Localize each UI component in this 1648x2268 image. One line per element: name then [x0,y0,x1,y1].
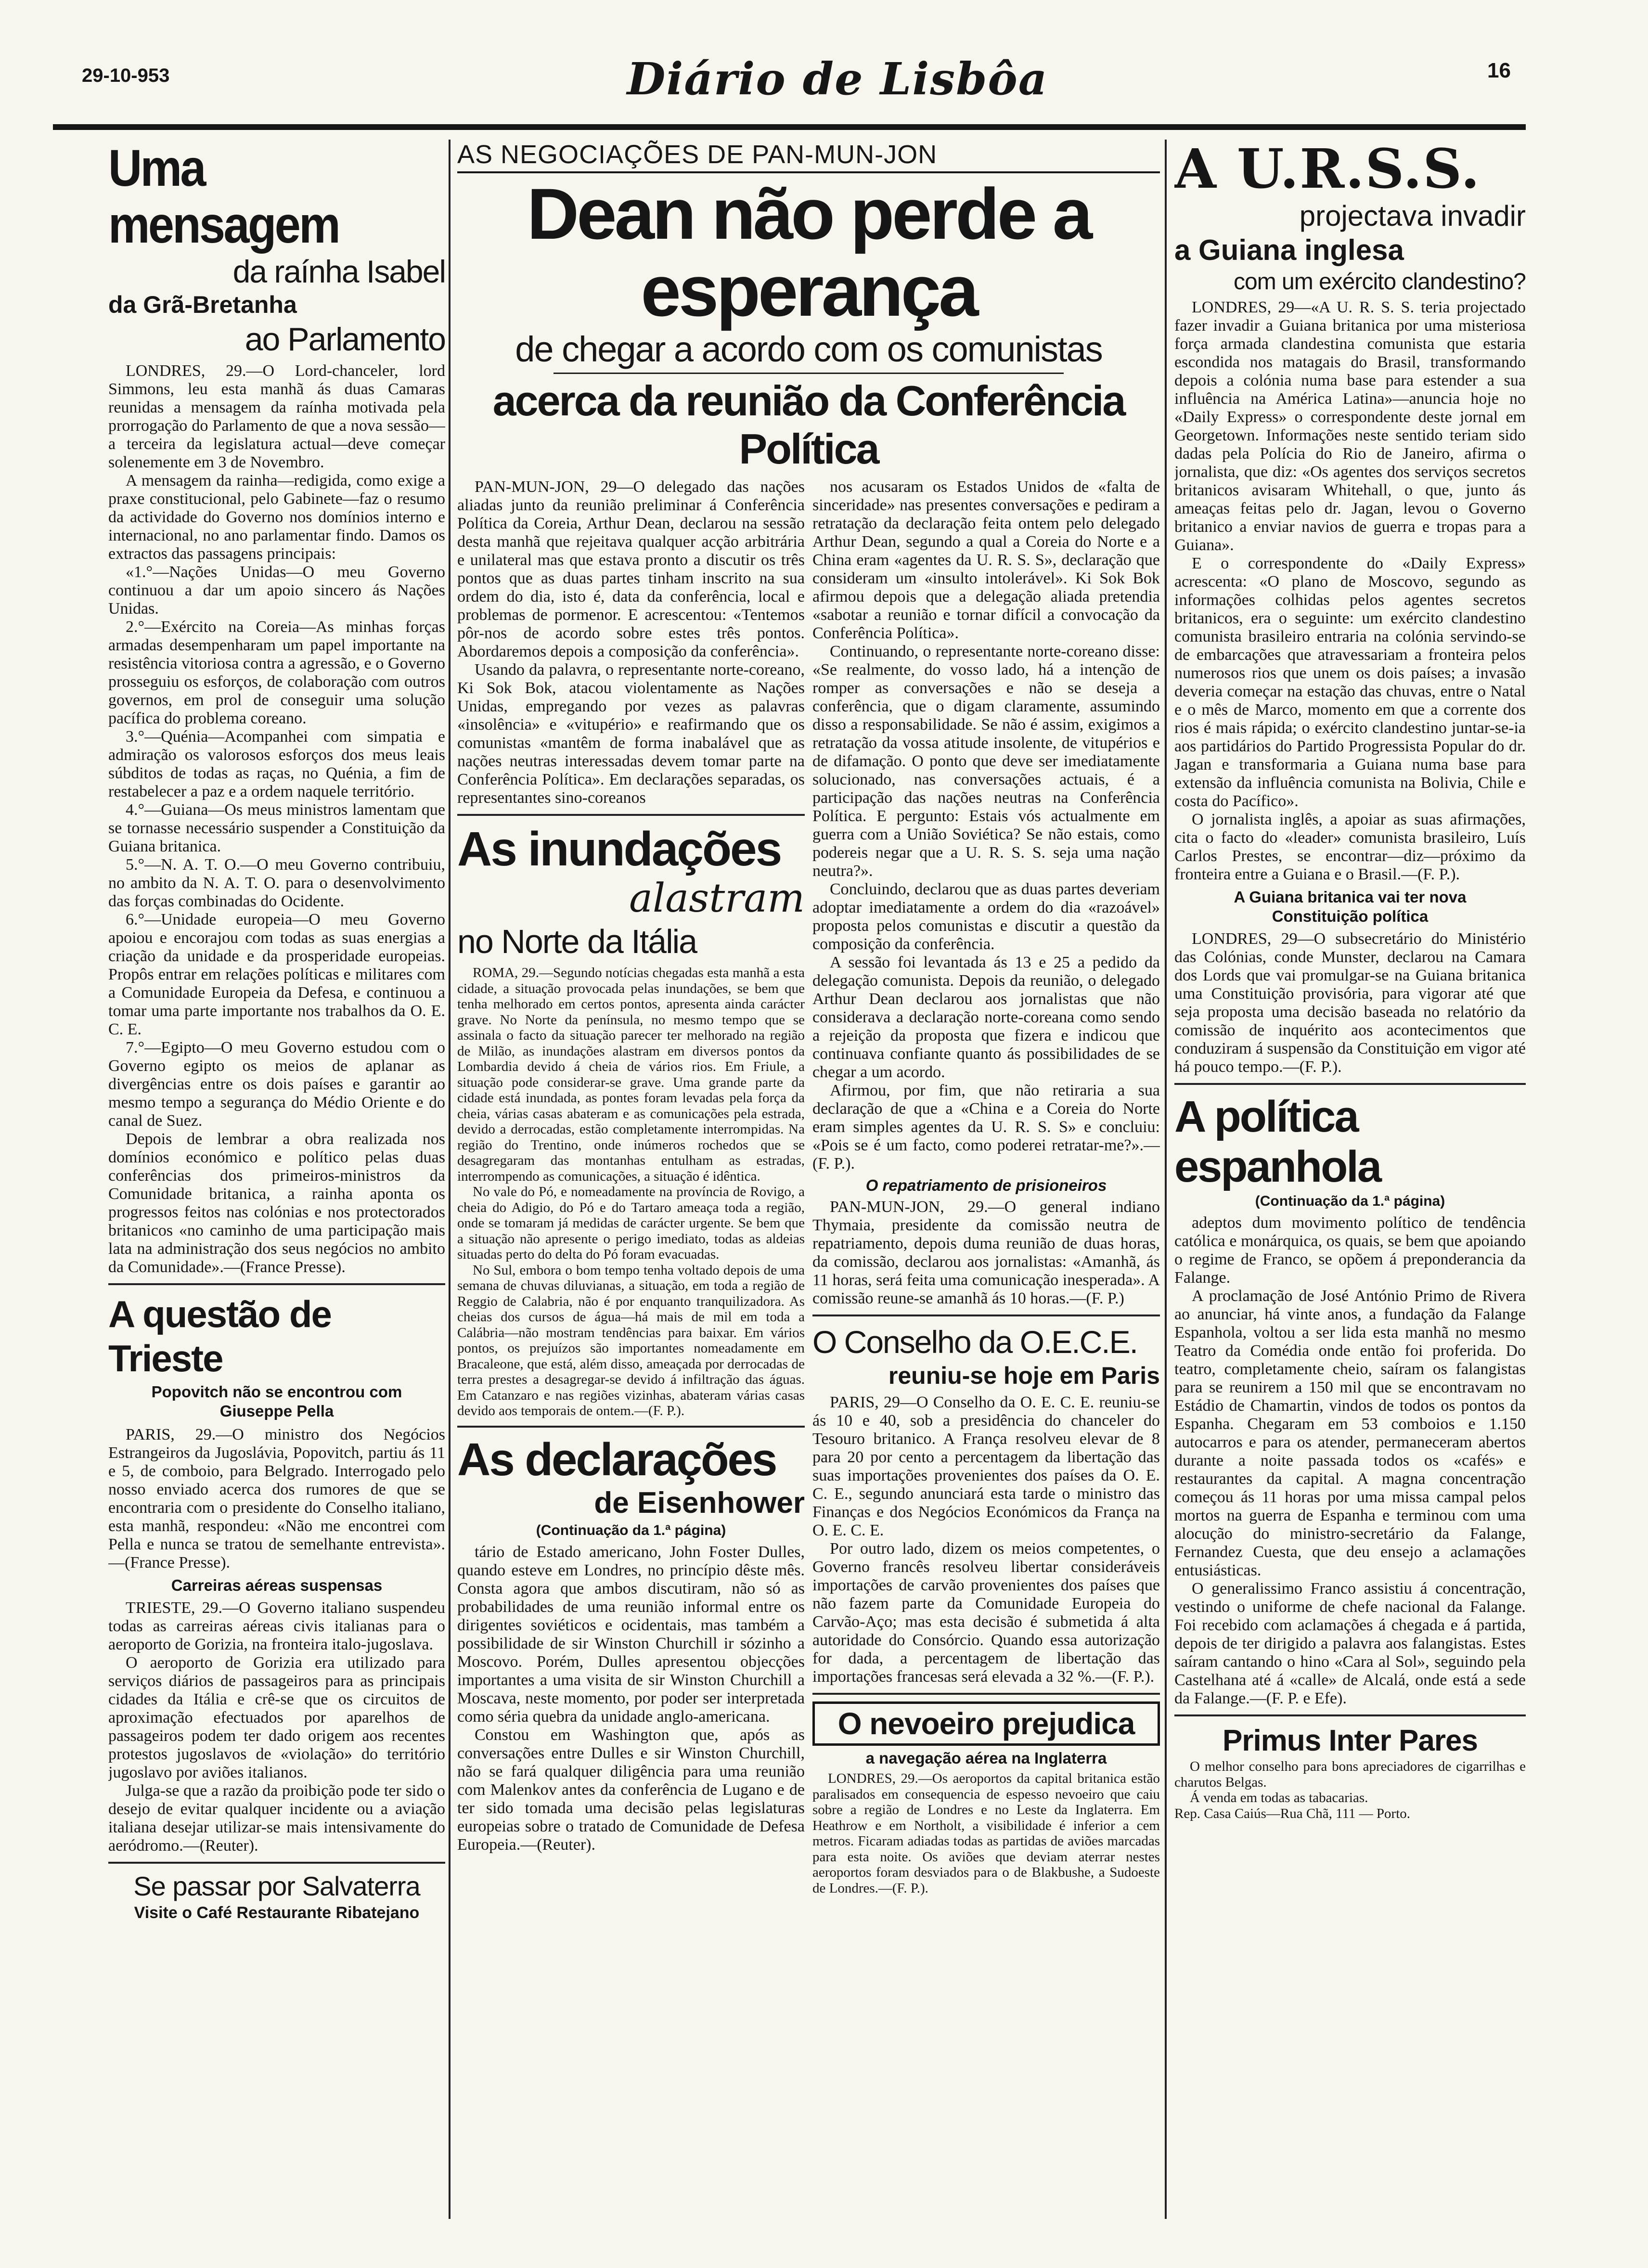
advert-line: Á venda em todas as tabacarias. [1190,1790,1368,1805]
paragraph: A sessão foi levantada ás 13 e 25 a pedido da delegação comunista. Depois da reunião, o delegado Arthur Dean declarou aos jornalistas que não considerava a declaração norte-coreana como sendo a rejeição da proposta que fizera e indicou que continuava confiante quanto ás possibilidades de se chegar a um acordo. [812,954,1160,1081]
article-trieste [108,1292,445,1855]
headline-line-2: projectava invadir [1299,200,1526,232]
paragraph: LONDRES, 29—«A U. R. S. S. teria projectado fazer invadir a Guiana britanica por uma misteriosa força armada clandestina comunista que estaria escondida nos matagais do Brasil, transformando depois a colónia numa base para estender a sua influência na América Latina»—anuncia hoje no «Daily Express» o correspondente deste jornal em Georgetown. Informações neste sentido teriam sido dadas pela Polícia do Rio de Janeiro, afirma o jornalista, que diz: «Os agentes dos serviços secretos britanicos avisaram Whitehall, o que, junto ás ameaças feitas pelo dr. Jagan, levou o Governo britanico a enviar navios de guerra e tropas para a Guiana». [1174,298,1526,554]
issue-date: 29-10-953 [82,65,170,86]
article-espanhola [1174,1092,1526,1708]
paragraph: Constou em Washington que, após as conversações entre Dulles e sir Winston Churchill, não se fará qualquer diligência para uma reunião com Malenkov antes da conferência de Lugano e de ter sido tomada uma decisão pelas legislaturas europeias sobre o tratado de Comunidade de Defesa Europeia.—(Reuter). [457,1726,805,1854]
headline: A questão de Trieste [108,1293,331,1379]
headline-line-3: acerca da reunião da Conferência Política [492,377,1125,473]
masthead-rule [53,124,1526,130]
article-inundacoes [457,823,805,1419]
paragraph: «1.°—Nações Unidas—O meu Governo continuou a dar um apoio sincero ás Nações Unidas. [108,563,445,618]
headline: Dean não perde a esperança [527,173,1091,331]
divider [812,1314,1160,1316]
paragraph: Usando da palavra, o representante norte-coreano, Ki Sok Bok, atacou violentamente as Nações Unidas, empregando por vezes as palavras «insolência» e «vitupério» e reafirmando que os comunistas «mantêm de forma inabalável que as nações neutras interessadas devem tomar parte na Conferência Política». Em declarações separadas, os representantes sino-coreanos [457,661,805,807]
paragraph: 5.°—N. A. T. O.—O meu Governo contribuiu, no ambito da N. A. T. O. para o desenvolvimento das forças combinadas do Ocidente. [108,856,445,910]
divider [1174,1083,1526,1085]
paragraph: LONDRES, 29—O subsecretário do Ministério das Colónias, conde Munster, declarou na Camara dos Lords que vai promulgar-se na Guiana britanica uma Constituição provisória, para vigorar até que seja proposta uma decisão baseada no relatório da comissão de inquérito aos acontecimentos que conduziram á suspensão da Constituição em vigor até há pouco tempo.—(F. P.). [1174,930,1526,1076]
paragraph: 6.°—Unidade europeia—O meu Governo apoiou e encorajou com todas as suas energias a criação da unidade e da prosperidade europeias. Propôs entrar em relações políticas e militares com a Comunidade Europeia da Defesa, e continuou a tomar uma parte importante nos trabalhos da O. E. C. E. [108,911,445,1038]
paragraph: PARIS, 29—O Conselho da O. E. C. E. reuniu-se ás 10 e 40, sob a presidência do chanceler do Tesouro britanico. A França resolveu elevar de 8 para 20 por cento a percentagem da libertação das suas importações provenientes dos países da O. E. C. E., segundo anunciará esta tarde o ministro das Finanças e dos Negócios Económicos da França na O. E. C. E. [812,1393,1160,1539]
headline-line-3: da Grã-Bretanha [108,291,297,318]
article-body [1174,298,1526,884]
advert-line: O melhor conselho para bons apreciadores de cigarrilhas e charutos Belgas. [1174,1759,1526,1790]
headline-line-4: com um exército clandestino? [1234,269,1526,295]
article-right-column [812,478,1160,1896]
subheadline: Popovitch não se encontrou com Giuseppe Pella [151,1383,402,1420]
article-oece [812,1323,1160,1686]
headline: A política espanhola [1174,1092,1381,1191]
article-body [1174,1214,1526,1708]
article-body [812,1393,1160,1686]
headline-line-2: de chegar a acordo com os comunistas [515,329,1102,369]
paragraph: 4.°—Guiana—Os meus ministros lamentam que se tornasse necessário suspender a Constituição da Guiana britanica. [108,801,445,855]
advert-salvaterra [108,1870,445,1923]
article-isabel [108,140,445,1276]
continuation-note: (Continuação da 1.ª página) [536,1522,726,1538]
article-body [108,1599,445,1855]
article-eisenhower [457,1434,805,1854]
column-right [1174,140,1526,2219]
headline-line-2: alastram [629,876,805,921]
paragraph: No Sul, embora o bom tempo tenha voltado depois de uma semana de chuvas diluvianas, a situação, em toda a região de Reggio de Calabria, não é por enquanto tranquilizadora. As cheias dos cursos de água—há mais de mil em toda a Calábria—não mostram tendências para baixar. Em vários pontos, os prejuízos são importantes nomeadamente em Bracaleone, que está, além disso, ameaçada por derrocadas de terra prestes a desagregar-se devido á infiltração das águas. Em Catanzaro e nas regiões vizinhas, abateram várias casas devido aos temporais de ontem.—(F. P.). [457,1262,805,1418]
headline: As inundações [457,822,781,876]
paragraph: ROMA, 29.—Segundo notícias chegadas esta manhã a esta cidade, a situação provocada pelas inundações, se bem que tenha melhorado em certos pontos, apresenta ainda carácter grave. No Norte da península, no mesmo tempo que se assinala o facto da situação parecer ter melhorado na região de Milão, as inundações alastram em diversos pontos da Lombardia devido á cheia de vários rios. Em Friule, a situação pode considerar-se grave. Uma grande parte da cidade está inundada, as pontes foram levadas pela força da cheia, várias casas abateram e as comunicações pela estrada, devido a derrocadas, estão completamente interrompidas. Na região do Trentino, onde inúmeros rochedos que se desagregaram das montanhas entulham as estradas, interrompendo as comunicações, a situação é idêntica. [457,965,805,1184]
paragraph: adeptos dum movimento político de tendência católica e monárquica, os quais, se bem que apoiando o regime de Franco, se opõem á preponderancia da Falange. [1174,1214,1526,1287]
paragraph: O aeroporto de Gorizia era utilizado para serviços diários de passageiros para as principais cidades da Itália e crê-se que os circuitos de aproximação efectuados por aparelhos de passageiros podem ter dado origem aos recentes protestos jugoslavos de «violação» do território jugoslavo por aviões italianos. [108,1654,445,1781]
headline: O Conselho da O.E.C.E. [812,1324,1138,1360]
paragraph: Depois de lembrar a obra realizada nos domínios económico e político pelas duas conferências dos primeiros-ministros da Comunidade britanica, a rainha aponta os progressos feitos nas colónias e nos protectorados britanicos «no caminho de uma participação mais lata na administração dos seus negócios no ambito da Comunidade».—(France Presse). [108,1130,445,1276]
article-body [457,965,805,1419]
column-divider [449,140,451,2219]
paragraph: 7.°—Egipto—O meu Governo estudou com o Governo egipto os meios de aplanar as divergências entre os dois países e garantir ao mesmo tempo a segurança do Médio Oriente e do canal de Suez. [108,1039,445,1130]
headline-line-2: de Eisenhower [594,1486,805,1520]
article-urss [1174,140,1526,1076]
advert-line: Rep. Casa Caiús—Rua Chã, 111 — Porto. [1174,1805,1411,1821]
subheadline: A Guiana britanica vai ter nova Constituição política [1234,888,1467,925]
headline-line-4: ao Parlamento [245,321,445,358]
article-columns [457,478,1160,1896]
article-body [457,478,805,807]
paragraph: O generalissimo Franco assistiu á concentração, vestindo o uniforme de chefe nacional da Falange. Foi recebido com aclamações á chegada e á partida, depois de ter dirigido a palavra aos falangistas. Estes saíram cantando o hino «Cara al Sol», seguindo pela Castelhana até á «calle» de Alcalá, onde está a sede da Falange.—(F. P. e Efe). [1174,1580,1526,1707]
paragraph: LONDRES, 29.—O Lord-chanceler, lord Simmons, leu esta manhã ás duas Camaras reunidas a mensagem da raínha motivada pela prorrogação do Parlamento de que a nova sessão—a terceira da legislatura actual—deve começar solenemente em 3 de Novembro. [108,362,445,471]
headline: A U.R.S.S. [1174,140,1481,201]
column-center [457,140,1160,2219]
kicker: AS NEGOCIAÇÕES DE PAN-MUN-JON [457,140,1160,173]
paragraph: PAN-MUN-JON, 29.—O general indiano Thymaia, presidente da comissão neutra de repatriamento, depois duma reunião de duas horas, da comissão, declarou aos jornalistas: «Amanhã, ás 11 horas, será feita uma comunicação inesperada». A comissão reune-se amanhã ás 10 horas.—(F. P.) [812,1198,1160,1307]
divider [108,1862,445,1864]
article-panmunjon [457,140,1160,1896]
article-body [457,1543,805,1854]
article-body [812,1771,1160,1896]
subheadline: O repatriamento de prisioneiros [865,1176,1107,1194]
paragraph: Por outro lado, dizem os meios competentes, o Governo francês resolveu libertar consideráveis importações de carvão provenientes dos países que não fazem parte da Comunidade Europeia do Carvão-Aço; mas esta decisão é submetida á alta autoridade do Consórcio. Quando essa autorização for dada, a percentagem de libertação das importações francesas será elevada a 32 %.—(F. P.). [812,1540,1160,1686]
continuation-note: (Continuação da 1.ª página) [1255,1193,1445,1209]
divider [457,1426,805,1428]
divider [1174,1714,1526,1716]
paragraph: E o correspondente do «Daily Express» acrescenta: «O plano de Moscovo, segundo as informações colhidas pelos agentes secretos britanicos, era o seguinte: um exército clandestino comunista brasileiro entraria na colónia servindo-se de embarcações que atravessariam a fronteira pelos numerosos rios que unem os dois países; a invasão deveria começar na estação das chuvas, entre o Natal e o mês de Marco, momento em que a corrente dos rios é mais rápida; o exército clandestino juntar-se-ia aos partidários do Partido Progressista Popular do dr. Jagan e transformaria a Guiana numa base para extensão da influência comunista na Bolivia, Chile e costa do Pacífico». [1174,554,1526,810]
column-divider [1165,140,1167,2219]
paragraph: Julga-se que a razão da proibição pode ter sido o desejo de evitar qualquer incidente ou a aviação italiana desejar utilizar-se mais intensivamente do aeródromo.—(Reuter). [108,1782,445,1855]
advert-body [1174,1759,1526,1821]
paragraph: tário de Estado americano, John Foster Dulles, quando esteve em Londres, no princípio dêste mês. Consta agora que ambos discutiram, não só as probabilidades de uma reunião informal entre os dirigentes soviéticos e ocidentais, mas também a possibilidade de sir Winston Churchill ir sózinho a Moscovo. Porém, Dulles apresentou objecções importantes a uma visita de sir Winston Churchill a Moscava, neste momento, por poder ser interpretada como séria quebra da unidade anglo-americana. [457,1543,805,1726]
article-body [108,1426,445,1572]
headline: Uma mensagem [108,140,339,254]
paragraph: A proclamação de José António Primo de Rivera ao anunciar, há vinte anos, a fundação da Falange Espanhola, voltou a ser lida esta manhã no mesmo Teatro da Comédia onde então foi proferida. Do teatro, completamente cheio, saíram os falangistas para se reunirem a 150 mil que se encontravam no Estádio de Chamartin, vindos de todos os pontos da Espanha. Chegaram em 53 comboios e 1.150 autocarros e para os atender, permaneceram abertos durante a noite passada todos os «cafés» e restaurantes da capital. A magna concentração começou ás 11 horas por uma missa campal pelos mortos na guerra de Espanha e terminou com uma alocução do ministro-secretário da Falange, Fernandez Cuesta, que deu ensejo a aclamações entusiásticas. [1174,1287,1526,1579]
headline-box [812,1701,1160,1746]
paragraph: No vale do Pó, e nomeadamente na província de Rovigo, a cheia do Adigio, do Pó e do Tartaro ameaça toda a região, onde se tomaram já medidas de carácter urgente. Se bem que a situação não apresente o perigo imediato, todas as aldeias situadas perto do delta do Pó foram evacuadas. [457,1184,805,1262]
headline-line-2: da raínha Isabel [232,254,445,289]
paragraph: nos acusaram os Estados Unidos de «falta de sinceridade» nas presentes conversações e pediram a retratação da declaração feita ontem pelo delegado Arthur Dean, segundo a qual a Coreia do Norte e a China eram «agentes da U. R. S. S», declaração que consideram um «insulto intolerável». Ki Sok Bok afirmou depois que a delegação aliada pretendia «sabotar a reunião e tornar difícil a convocação da Conferência Política». [812,478,1160,642]
headline: As declarações [457,1433,776,1485]
subheadline: a navegação aérea na Inglaterra [865,1749,1107,1767]
newspaper-title: Diário de Lisbôa [627,53,1048,105]
column-left [108,140,445,2219]
divider [812,1693,1160,1695]
headline: O nevoeiro prejudica [837,1706,1135,1741]
paragraph: 2.°—Exército na Coreia—As minhas forças armadas desempenharam um papel importante na resistência vitoriosa contra a agressão, e o Governo prosseguiu os esforços, de colaboração com outros governos, em prol de conseguir uma solução pacífica do problema coreano. [108,618,445,727]
masthead [0,0,1648,130]
advert-headline: Primus Inter Pares [1223,1724,1478,1757]
paragraph: PAN-MUN-JON, 29—O delegado das nações aliadas junto da reunião preliminar á Conferência Política da Coreia, Arthur Dean, declarou na sessão desta manhã que rejeitava qualquer acção arbitrária e unilateral mas que estava pronto a discutir os três pontos que as duas partes tinham inscrito na sua ordem do dia, isto é, data da conferência, local e problemas de pormenor. E acrescentou: «Tentemos pôr-nos de acordo sobre estes três pontos. Abordaremos depois a composição da conferência». [457,478,805,660]
paragraph: A mensagem da rainha—redigida, como exige a praxe constitucional, pelo Gabinete—faz o resumo da actividade do Governo nos domínios interno e internacional, no ano parlamentar findo. Damos os extractos das passagens principais: [108,472,445,563]
headline-line-3: a Guiana inglesa [1174,234,1404,266]
article-body [1174,930,1526,1076]
divider [457,814,805,816]
article-body [108,362,445,1276]
paragraph: Afirmou, por fim, que não retiraria a sua declaração de que a «China e a Coreia do Norte eram simples agentes da U. R. S. S» e concluiu: «Pois se é um facto, como poderei retratar-me?».—(F. P.). [812,1082,1160,1173]
advert-line: Visite o Café Restaurante Ribatejano [134,1904,420,1922]
subheadline: Carreiras aéreas suspensas [171,1576,383,1594]
advert-primus [1174,1723,1526,1821]
paragraph: LONDRES, 29.—Os aeroportos da capital britanica estão paralisados em consequencia de espesso nevoeiro que caiu sobre a região de Londres e no Leste da Inglaterra. Em Heathrow e em Northolt, a visibilidade é inferior a cem metros. Ficaram adiadas todas as partidas de aviões marcadas para esta noite. Os aviões que deviam aterrar nestes aeroportos foram desviados para o de Blakbushe, a Sudoeste de Londres.—(F. P.). [812,1771,1160,1896]
paragraph: TRIESTE, 29.—O Governo italiano suspendeu todas as carreiras aéreas civis italianas para o aeroporto de Gorizia, na fronteira italo-jugoslava. [108,1599,445,1653]
divider [554,373,1064,374]
article-body [812,478,1160,1173]
headline-line-3: no Norte da Itália [457,923,697,960]
page-number: 16 [1487,59,1511,82]
article-body [812,1198,1160,1308]
advert-line: Se passar por Salvaterra [133,1871,420,1901]
divider [108,1283,445,1285]
paragraph: Continuando, o representante norte-coreano disse: «Se realmente, do vosso lado, há a intenção de romper as conversações e não se deseja a conferência, que o digam claramente, assumindo disso a responsabilidade. Se não é assim, exigimos a retratação da vossa atitude insolente, de vitupérios e de difamação. O ponto que deve ser imediatamente solucionado, nas conversações actuais, é a participação das nações neutras na Conferência Política. E pergunto: Estais vós actualmente em guerra com a União Soviética? Se não estais, como podereis negar que a U. R. S. S. seja uma nação neutra?». [812,643,1160,880]
article-left-column [457,478,805,1896]
paragraph: Concluindo, declarou que as duas partes deveriam adoptar imediatamente a ordem do dia «razoável» proposta pelos comunistas e discutir a questão da composição da conferência. [812,880,1160,953]
article-nevoeiro [812,1701,1160,1896]
paragraph: O jornalista inglês, a apoiar as suas afirmações, cita o facto do «leader» comunista brasileiro, Luís Carlos Prestes, se encontrar—diz—próximo da fronteira entre a Guiana e o Brasil.—(F. P.). [1174,811,1526,883]
headline-line-2: reuniu-se hoje em Paris [888,1362,1160,1389]
paragraph: PARIS, 29.—O ministro dos Negócios Estrangeiros da Jugoslávia, Popovitch, partiu ás 11 e 5, de comboio, para Belgrado. Interrogado pelo nosso enviado acerca dos rumores de que se encontraria com o presidente do Conselho italiano, esta manhã, respondeu: «Não me encontrei com Pella e nunca se tratou de semelhante entrevista».—(France Presse). [108,1426,445,1572]
paragraph: 3.°—Quénia—Acompanhei com simpatia e admiração os valorosos esforços dos meus leais súbditos de todas as raças, no Quénia, a fim de restabelecer a paz e a ordem naquele território. [108,728,445,800]
